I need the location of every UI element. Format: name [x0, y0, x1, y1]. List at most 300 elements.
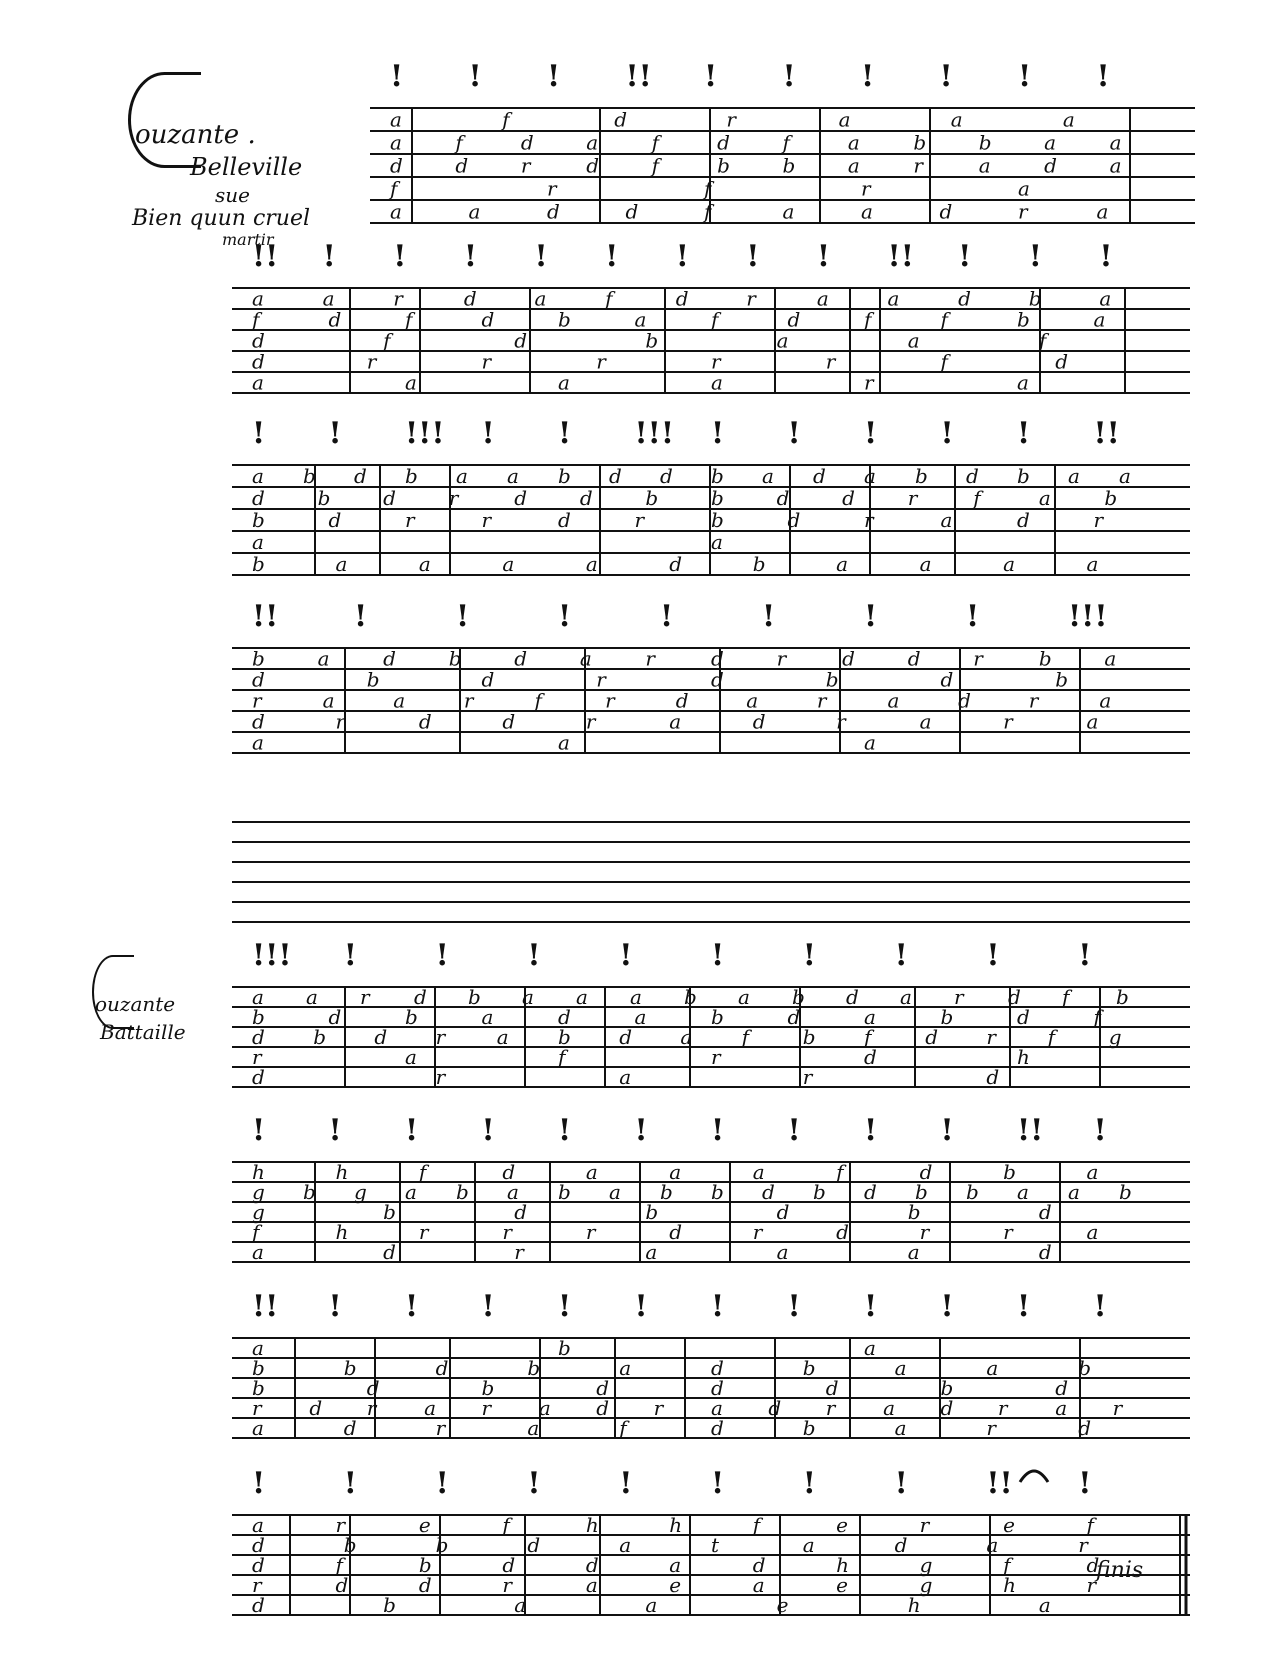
tab-letter: b — [711, 508, 724, 532]
rhythm-flag: ! — [481, 1289, 495, 1324]
tab-letter: a — [522, 985, 534, 1009]
tab-letter: a — [738, 985, 750, 1009]
rhythm-flag: ! — [328, 416, 342, 451]
tab-letter: d — [787, 307, 801, 332]
tab-letter: b — [1055, 667, 1069, 692]
tab-letter: d — [787, 508, 801, 532]
tab-letter: r — [825, 349, 836, 374]
tab-letter: a — [586, 130, 599, 155]
tab-letter: r — [997, 1396, 1008, 1420]
rhythm-flag: ! — [619, 1466, 633, 1501]
tab-letter: r — [1112, 1396, 1123, 1420]
tab-letter: b — [684, 985, 697, 1009]
tab-letter: b — [343, 1356, 357, 1380]
tab-letter: b — [448, 646, 462, 671]
tab-letter: a — [669, 1553, 682, 1577]
rhythm-flag: ! — [787, 416, 801, 451]
tab-letter: r — [596, 349, 606, 374]
tab-letter: b — [313, 1025, 327, 1049]
tab-letter: b — [913, 130, 927, 155]
tab-letter: d — [614, 107, 628, 132]
tab-letter: r — [585, 1220, 596, 1244]
rhythm-flag: ! — [1096, 59, 1110, 94]
rhythm-flag: ! — [343, 938, 357, 973]
tab-letter: r — [653, 1396, 664, 1420]
tab-letter: b — [915, 1180, 928, 1204]
tab-letter: b — [802, 1025, 816, 1049]
tab-letter: b — [366, 667, 380, 692]
rhythm-flag: ! — [558, 599, 572, 634]
tab-letter: r — [776, 646, 787, 671]
rhythm-flag: ! — [864, 599, 878, 634]
tab-letter: a — [252, 985, 264, 1009]
tab-letter: d — [328, 1005, 342, 1029]
tab-letter: g — [354, 1180, 367, 1204]
tab-letter: a — [645, 1240, 658, 1264]
tab-letter: b — [1119, 1180, 1132, 1204]
tab-letter: d — [1055, 349, 1069, 374]
piece-1-title-line-4: Bien quun cruel — [132, 206, 311, 231]
tab-letter: d — [579, 486, 593, 510]
tab-letter: r — [1078, 1533, 1088, 1557]
rhythm-flag: ! — [405, 1289, 419, 1324]
tab-letter: a — [424, 1396, 437, 1420]
tab-letter: d — [514, 486, 528, 510]
tab-letter: d — [527, 1533, 541, 1557]
tab-letter: r — [864, 508, 874, 532]
tab-letter: a — [894, 1356, 907, 1380]
tab-letter: a — [1062, 107, 1075, 132]
tab-letter: b — [711, 464, 724, 488]
tab-letter: b — [343, 1533, 357, 1557]
tab-letter: a — [1017, 370, 1029, 395]
tab-letter: r — [746, 286, 756, 311]
tab-letter: d — [864, 1180, 877, 1204]
tab-letter: f — [1093, 1005, 1101, 1029]
rhythm-flag: ! — [481, 1113, 495, 1148]
rhythm-flag: !! — [986, 1466, 1013, 1501]
tab-letter: a — [393, 688, 406, 713]
tab-letter: d — [252, 1553, 265, 1577]
tab-letter: f — [973, 486, 981, 510]
tab-letter: d — [252, 1065, 265, 1089]
tab-letter: a — [776, 328, 789, 353]
tab-letter: a — [619, 1533, 632, 1557]
tab-letter: r — [596, 667, 606, 692]
tab-letter: f — [836, 1160, 844, 1184]
rhythm-flag: ! — [940, 416, 954, 451]
tab-letter: d — [502, 1160, 516, 1184]
rhythm-flag: ! — [605, 239, 619, 274]
tab-letter: a — [585, 552, 598, 576]
rhythm-flag: ! — [782, 59, 796, 94]
rhythm-flag: ! — [711, 416, 725, 451]
tab-letter: d — [1078, 1416, 1092, 1440]
rhythm-flag: ! — [711, 1466, 725, 1501]
tab-letter: r — [986, 1025, 996, 1049]
tab-letter: r — [502, 1573, 512, 1597]
tab-letter: a — [317, 646, 330, 671]
tab-letter: r — [463, 688, 474, 713]
tab-letter: r — [335, 1513, 346, 1537]
tab-letter: g — [252, 1180, 265, 1204]
tab-letter: e — [669, 1573, 682, 1597]
tab-letter: a — [680, 1025, 693, 1049]
tab-letter: f — [418, 1160, 427, 1184]
rhythm-flag: !!! — [1068, 599, 1108, 634]
tab-letter: f — [741, 1025, 750, 1049]
rhythm-flag: !! — [1017, 1113, 1044, 1148]
rhythm-flag: ! — [527, 938, 541, 973]
tab-letter: d — [1038, 1240, 1052, 1264]
tab-letter: f — [864, 1025, 872, 1049]
tab-letter: d — [1008, 985, 1021, 1009]
tab-letter: d — [813, 464, 826, 488]
tab-letter: d — [514, 328, 528, 353]
tab-letter: a — [711, 530, 723, 554]
tab-letter: a — [711, 370, 723, 395]
tab-letter: a — [978, 153, 991, 178]
rhythm-flag: ! — [711, 1289, 725, 1324]
tab-letter: a — [585, 1160, 598, 1184]
tab-letter: a — [405, 370, 417, 395]
tab-letter: d — [711, 1356, 724, 1380]
tab-letter: r — [825, 1396, 836, 1420]
rhythm-flag: ! — [481, 416, 495, 451]
tab-letter: d — [1038, 1200, 1052, 1224]
rhythm-flag: ! — [1099, 239, 1113, 274]
tab-letter: f — [383, 328, 391, 353]
tab-letter: h — [585, 1513, 599, 1537]
tab-letter: a — [630, 985, 642, 1009]
tab-letter: a — [335, 552, 348, 576]
tab-letter: b — [558, 1180, 571, 1204]
tab-letter: a — [609, 1180, 621, 1204]
rhythm-flag: ! — [1078, 1466, 1092, 1501]
tab-letter: a — [669, 709, 682, 734]
tab-letter: b — [711, 1005, 724, 1029]
tab-letter: a — [619, 1356, 632, 1380]
tab-letter: f — [651, 130, 660, 155]
rhythm-flag: ! — [864, 416, 878, 451]
rhythm-flag: ! — [435, 938, 449, 973]
tab-letter: f — [335, 1553, 343, 1577]
tab-letter: b — [907, 1200, 921, 1224]
tab-letter: d — [455, 153, 469, 178]
tab-letter: b — [405, 1005, 418, 1029]
tab-letter: a — [634, 1005, 647, 1029]
tab-letter: d — [925, 1025, 939, 1049]
tab-letter: a — [919, 552, 932, 576]
tab-letter: d — [558, 1005, 571, 1029]
tab-letter: b — [405, 464, 418, 488]
tab-letter: t — [711, 1533, 720, 1557]
tab-letter: r — [252, 1045, 262, 1069]
tab-letter: r — [520, 153, 531, 178]
tab-letter: d — [825, 1376, 839, 1400]
tab-letter: a — [816, 286, 829, 311]
rhythm-flag: ! — [634, 1113, 648, 1148]
tab-letter: f — [704, 176, 712, 201]
tab-letter: a — [1086, 1160, 1099, 1184]
tab-letter: d — [768, 1396, 782, 1420]
tab-letter: r — [711, 1045, 721, 1069]
tab-letter: a — [252, 370, 264, 395]
tab-letter: d — [252, 328, 265, 353]
rhythm-flag: !! — [252, 239, 279, 274]
tab-letter: a — [907, 328, 920, 353]
tab-letter: b — [1017, 464, 1030, 488]
tab-letter: b — [481, 1376, 495, 1400]
tab-letter: r — [913, 153, 923, 178]
rhythm-flag: ! — [252, 1113, 266, 1148]
tab-letter: e — [776, 1593, 789, 1617]
tab-letter: d — [1055, 1376, 1069, 1400]
tab-letter: h — [1003, 1573, 1016, 1597]
tab-letter: d — [711, 1416, 724, 1440]
tab-letter: b — [940, 1376, 954, 1400]
tab-letter: b — [717, 153, 730, 178]
tab-letter: d — [660, 464, 673, 488]
tab-letter: a — [252, 530, 264, 554]
tablature-system-9 — [232, 1466, 1190, 1617]
rhythm-flag: ! — [864, 1113, 878, 1148]
tab-letter: a — [1119, 464, 1131, 488]
tab-letter: a — [322, 286, 335, 311]
rhythm-flag: !! — [625, 59, 652, 94]
tab-letter: b — [792, 985, 805, 1009]
tab-letter: d — [558, 508, 571, 532]
tab-letter: e — [836, 1513, 849, 1537]
tab-letter: a — [861, 199, 873, 224]
tab-letter: d — [502, 1553, 516, 1577]
tab-letter: f — [1038, 328, 1047, 353]
rhythm-flag: ! — [1078, 938, 1092, 973]
rhythm-flag: !!! — [252, 938, 292, 973]
tab-letter: a — [1109, 153, 1122, 178]
rhythm-flag: ! — [816, 239, 831, 274]
tab-letter: a — [507, 1180, 519, 1204]
tab-letter: r — [393, 286, 403, 311]
tab-letter: d — [752, 1553, 766, 1577]
tab-letter: r — [1093, 508, 1104, 532]
tab-letter: r — [335, 709, 346, 734]
tab-letter: e — [1003, 1513, 1015, 1537]
tab-letter: a — [864, 730, 876, 755]
tab-letter: a — [1096, 199, 1109, 224]
rhythm-flag: !!! — [405, 416, 445, 451]
tab-letter: b — [303, 1180, 316, 1204]
rhythm-flag: ! — [468, 59, 482, 94]
tab-letter: d — [919, 1160, 933, 1184]
tab-letter: r — [481, 508, 492, 532]
tab-letter: f — [390, 176, 398, 201]
tab-letter: a — [252, 1513, 264, 1537]
rhythm-flag: ! — [390, 59, 404, 94]
tab-letter: f — [940, 349, 948, 374]
tab-letter: b — [1028, 286, 1042, 311]
tab-letter: f — [940, 307, 948, 332]
tab-letter: a — [864, 1336, 876, 1360]
tab-letter: d — [435, 1356, 449, 1380]
tab-letter: d — [514, 1200, 528, 1224]
tab-letter: b — [252, 508, 265, 532]
tab-letter: a — [986, 1356, 999, 1380]
tab-letter: r — [514, 1240, 524, 1264]
rhythm-flag: ! — [660, 599, 674, 634]
tab-letter: e — [836, 1573, 849, 1597]
tab-letter: a — [847, 130, 860, 155]
rhythm-flag: ! — [354, 599, 368, 634]
tab-letter: b — [645, 1200, 659, 1224]
tab-letter: d — [252, 1025, 265, 1049]
tab-letter: a — [579, 646, 592, 671]
tab-letter: a — [1104, 646, 1117, 671]
tab-letter: g — [252, 1200, 265, 1224]
tab-letter: d — [252, 486, 265, 510]
tab-letter: a — [507, 464, 519, 488]
tab-letter: b — [782, 153, 796, 178]
tab-letter: b — [813, 1180, 826, 1204]
tab-letter: f — [252, 307, 260, 332]
tab-letter: d — [1086, 1553, 1100, 1577]
tab-letter: d — [711, 1376, 724, 1400]
tab-letter: f — [1047, 1025, 1056, 1049]
rhythm-flag: ! — [435, 1466, 449, 1501]
tab-letter: d — [418, 1573, 432, 1597]
rhythm-flag: ! — [534, 239, 548, 274]
rhythm-flag: !!! — [634, 416, 675, 451]
tab-letter: f — [1062, 985, 1070, 1009]
tab-letter: d — [586, 153, 600, 178]
tab-letter: h — [907, 1593, 921, 1617]
tab-letter: d — [328, 508, 342, 532]
tab-letter: b — [660, 1180, 673, 1204]
tab-letter: r — [919, 1513, 930, 1537]
rhythm-flag: ! — [762, 599, 776, 634]
tab-letter: f — [605, 286, 613, 311]
tab-letter: r — [435, 1065, 446, 1089]
rhythm-flag: ! — [328, 1113, 342, 1148]
tab-letter: a — [496, 1025, 509, 1049]
tab-letter: f — [782, 130, 790, 155]
tab-letter: d — [335, 1573, 349, 1597]
tab-letter: a — [252, 1240, 264, 1264]
tab-letter: f — [252, 1220, 260, 1244]
tab-letter: r — [986, 1416, 996, 1440]
tab-letter: a — [456, 464, 468, 488]
tab-letter: b — [1038, 646, 1052, 671]
tab-letter: r — [919, 1220, 930, 1244]
tab-letter: a — [1086, 552, 1099, 576]
tab-letter: b — [711, 1180, 724, 1204]
tab-letter: a — [986, 1533, 999, 1557]
tablature-system-3 — [232, 416, 1190, 576]
tab-letter: a — [576, 985, 588, 1009]
tab-letter: r — [366, 349, 377, 374]
tab-letter: f — [1086, 1513, 1094, 1537]
tab-letter: a — [252, 286, 264, 311]
rhythm-flag: ! — [634, 1289, 648, 1324]
tab-letter: d — [383, 486, 396, 510]
tab-letter: f — [651, 153, 660, 178]
tab-letter: a — [585, 1573, 598, 1597]
tab-letter: d — [776, 1200, 790, 1224]
rhythm-flag: ! — [940, 1289, 954, 1324]
tab-letter: r — [907, 486, 918, 510]
tab-letter: r — [711, 349, 721, 374]
rhythm-flag: ! — [328, 1289, 342, 1324]
tab-letter: a — [252, 1416, 264, 1440]
rhythm-flag: ! — [787, 1289, 801, 1324]
fermata-icon — [1020, 1471, 1048, 1482]
tab-letter: d — [762, 1180, 775, 1204]
tab-letter: a — [752, 1160, 765, 1184]
tab-letter: a — [1086, 1220, 1099, 1244]
tab-letter: f — [1003, 1553, 1011, 1577]
rhythm-flag: ! — [711, 938, 725, 973]
tab-letter: f — [455, 130, 463, 155]
rhythm-flag: ! — [939, 59, 953, 94]
tab-letter: a — [1044, 130, 1057, 155]
tab-letter: a — [1055, 1396, 1068, 1420]
tab-letter: a — [558, 730, 570, 755]
tab-letter: b — [940, 1005, 954, 1029]
tab-letter: r — [752, 1220, 763, 1244]
tab-letter: b — [252, 1005, 265, 1029]
rhythm-flag: !! — [252, 599, 279, 634]
tab-letter: b — [317, 486, 331, 510]
tab-letter: d — [514, 646, 528, 671]
tab-letter: a — [306, 985, 318, 1009]
tab-letter: d — [252, 667, 265, 692]
tab-letter: b — [252, 1376, 265, 1400]
rhythm-flag: ! — [787, 1113, 801, 1148]
tab-letter: e — [418, 1513, 431, 1537]
piece-1-title-line-2: Belleville — [190, 153, 303, 181]
tab-letter: d — [864, 1045, 877, 1069]
rhythm-flag: ! — [940, 1113, 954, 1148]
tab-letter: r — [481, 1396, 492, 1420]
tab-letter: a — [887, 688, 900, 713]
tab-letter: a — [669, 1160, 682, 1184]
tab-letter: b — [645, 328, 659, 353]
tab-letter: a — [864, 1005, 876, 1029]
rhythm-flag: ! — [463, 239, 478, 274]
rhythm-flag: ! — [802, 938, 816, 973]
tab-letter: a — [252, 1336, 264, 1360]
piece-2-title-line-2: Battaille — [100, 1020, 186, 1044]
tablature-system-1 — [370, 59, 1195, 224]
tab-letter: r — [726, 107, 736, 132]
rhythm-flag: ! — [894, 1466, 908, 1501]
tab-letter: b — [978, 130, 992, 155]
tab-letter: h — [836, 1553, 850, 1577]
tab-letter: d — [414, 985, 427, 1009]
tab-letter: a — [900, 985, 912, 1009]
tab-letter: a — [481, 1005, 494, 1029]
tab-letter: r — [645, 646, 655, 671]
tab-letter: a — [538, 1396, 551, 1420]
tab-letter: d — [390, 153, 403, 178]
tab-letter: d — [418, 709, 432, 734]
tab-letter: f — [502, 107, 510, 132]
piece-2-title-line-1: ouzante — [95, 992, 176, 1016]
tab-letter: f — [534, 688, 542, 713]
tab-letter: d — [787, 1005, 801, 1029]
tab-letter: a — [558, 370, 570, 395]
rhythm-flag: ! — [619, 938, 633, 973]
